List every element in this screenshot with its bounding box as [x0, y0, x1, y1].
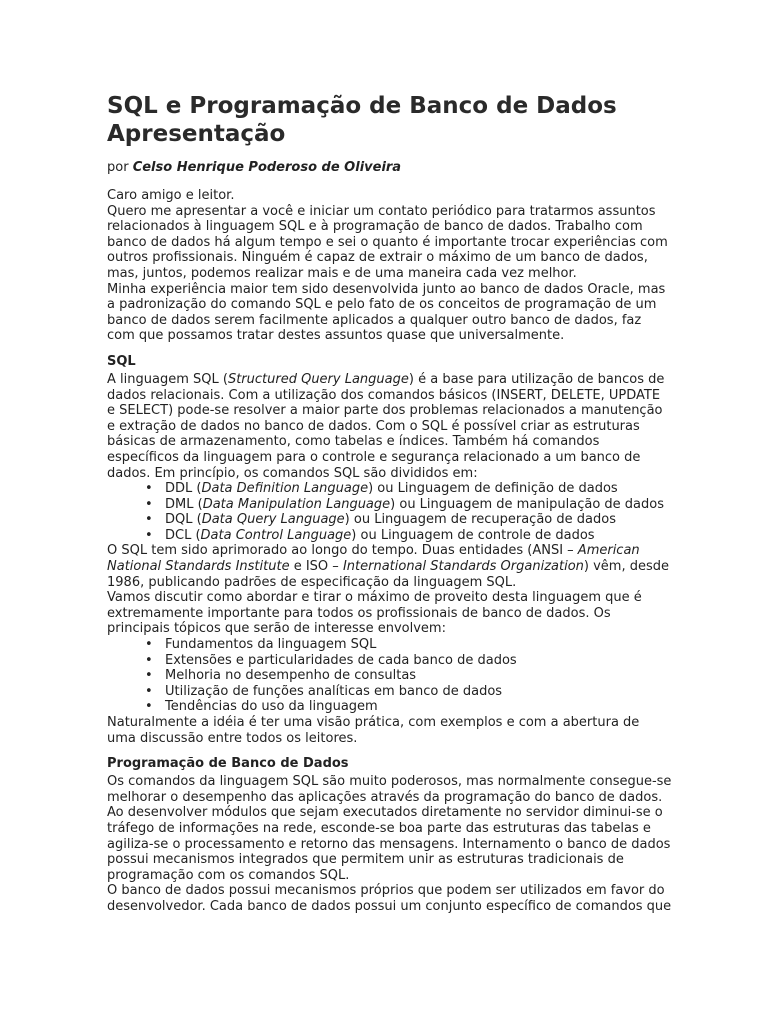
sql-paragraph-4: Naturalmente a idéia é ter uma visão prática, com exemplos e com a abertura de uma discussão entre todos os leitores.: [107, 715, 640, 746]
list-item: • Fundamentos da linguagem SQL: [145, 637, 672, 653]
text-run: ) ou Linguagem de manipulação de dados: [390, 496, 664, 512]
text-run-italic: Data Query Language: [201, 512, 345, 528]
text-run: ) vêm, desde 1986, publicando padrões de especificação da linguagem SQL.: [107, 559, 669, 590]
list-item: [145, 512, 672, 528]
sql-paragraph-1: [107, 372, 672, 481]
sql-heading: SQL: [107, 353, 136, 369]
text-run: O SQL tem sido aprimorado ao longo do tempo. Duas entidades (ANSI –: [107, 543, 578, 559]
sql-paragraph-3: Vamos discutir como abordar e tirar o máximo de proveito desta linguagem que é extremamente importante para todos os profissionais de banco de dados. Os principais tópicos que serão de interesse envolvem:: [107, 590, 642, 637]
programming-paragraph-1: Os comandos da linguagem SQL são muito poderosos, mas normalmente consegue-se melhorar o desempenho das aplicações através da programação do banco de dados. Ao desenvolver módulos que sejam executados diretamente no servidor diminui-se o tráfego de informações na rede, esconde-se boa parte das estruturas das tabelas e agiliza-se o processamento e retorno das mensagens. Internamento o banco de dados possui mecanismos integrados que permitem unir as estruturas tradicionais de programação com os comandos SQL.: [107, 774, 672, 883]
list-item: • Utilização de funções analíticas em banco de dados: [145, 684, 672, 700]
intro-paragraph-2: Minha experiência maior tem sido desenvolvida junto ao banco de dados Oracle, mas a padronização do comando SQL e pelo fato de os conceitos de programação de um banco de dados serem facilmente aplicados a qualquer outro banco de dados, faz com que possamos tratar destes assuntos quase que universalmente.: [107, 281, 666, 344]
list-item: • Melhoria no desempenho de consultas: [145, 668, 672, 684]
text-run-italic: Structured Query Language: [227, 371, 409, 387]
list-item: • Extensões e particularidades de cada banco de dados: [145, 653, 672, 669]
byline: [107, 160, 672, 176]
text-run-italic: International Standards Organization: [342, 559, 584, 575]
list-item: [145, 481, 672, 497]
text-run: DQL (: [165, 512, 202, 528]
title-line-1: SQL e Programação de Banco de Dados: [107, 93, 617, 119]
text-run: DCL (: [165, 527, 201, 543]
text-run: ) ou Linguagem de controle de dados: [351, 527, 595, 543]
topics-list: [107, 637, 672, 715]
text-run-italic: Data Control Language: [200, 527, 352, 543]
text-run: e ISO –: [289, 559, 343, 575]
list-item: • Tendências do uso da linguagem: [145, 699, 672, 715]
text-run: DDL (: [165, 481, 202, 497]
text-run-italic: Data Manipulation Language: [202, 496, 391, 512]
title-line-2: Apresentação: [107, 121, 286, 147]
list-item: [145, 497, 672, 513]
list-item: [145, 528, 672, 544]
sql-commands-list: [107, 481, 672, 543]
programming-paragraph-2: O banco de dados possui mecanismos próprios que podem ser utilizados em favor do desenvolvedor. Cada banco de dados possui um conjunto específico de comandos que: [107, 883, 672, 914]
author-name: Celso Henrique Poderoso de Oliveira: [132, 160, 402, 175]
text-run: DML (: [165, 496, 203, 512]
programming-heading: Programação de Banco de Dados: [107, 756, 349, 772]
greeting: Caro amigo e leitor.: [107, 188, 235, 203]
text-run: A linguagem SQL (: [107, 371, 228, 387]
intro-paragraph-1: Quero me apresentar a você e iniciar um contato periódico para tratarmos assuntos relacionados à linguagem SQL e à programação de banco de dados. Trabalho com banco de dados há algum tempo e sei o quanto é importante trocar experiências com outros profissionais. Ninguém é capaz de extrair o máximo de um banco de dados, mas, juntos, podemos realizar mais e de uma maneira cada vez melhor.: [107, 203, 668, 281]
text-run: ) ou Linguagem de definição de dados: [368, 481, 618, 497]
document-title: [107, 92, 672, 148]
text-run-italic: American National Standards Institute: [107, 543, 640, 575]
text-run: ) ou Linguagem de recuperação de dados: [344, 512, 616, 528]
byline-prefix: por: [107, 160, 133, 175]
text-run: ) é a base para utilização de bancos de dados relacionais. Com a utilização dos comandos básicos (INSERT, DELETE, UPDATE e SELECT) pode-se resolver a maior parte dos problemas relacionados a manutenção e extração de dados no banco de dados. Com o SQL é possível criar as estruturas básicas de armazenamento, como tabelas e índices. Também há comandos específicos da linguagem para o controle e segurança relacionado a um banco de dados. Em princípio, os comandos SQL são divididos em:: [107, 371, 665, 481]
text-run-italic: Data Definition Language: [201, 481, 369, 497]
sql-paragraph-2: [107, 543, 672, 590]
